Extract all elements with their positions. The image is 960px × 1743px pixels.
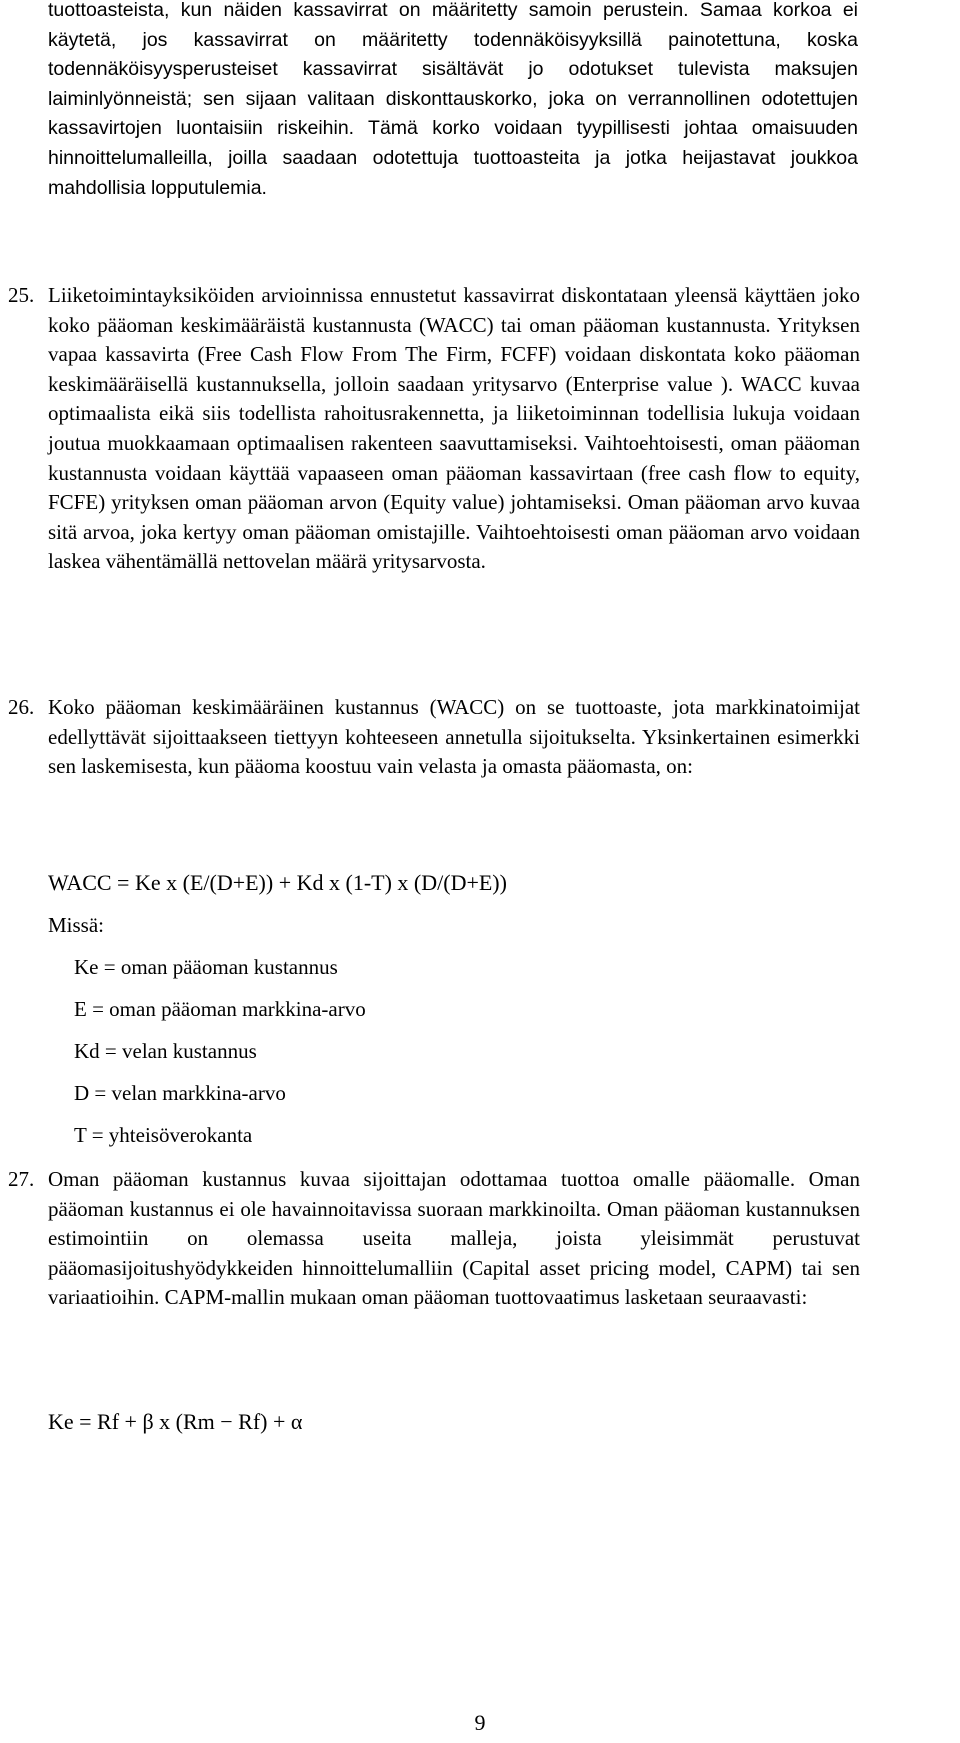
definition-e: E = oman pääoman markkina-arvo xyxy=(74,997,366,1021)
section-number: 26. xyxy=(8,695,35,719)
section-number: 25. xyxy=(8,283,35,307)
section-number: 27. xyxy=(8,1167,35,1191)
definition-d: D = velan markkina-arvo xyxy=(74,1081,286,1105)
section-text: Koko pääoman keskimääräinen kustannus (WACC) on se tuottoaste, jota markkinatoimijat edellyttävät sijoittaakseen tiettyyn kohteeseen annetulla sijoitukselta. Yksinkertainen esimerkki sen laskemisesta, kun pääoma koostuu vain velasta ja omasta pääomasta, on: xyxy=(48,695,860,779)
page-number: 9 xyxy=(474,1710,486,1735)
intro-paragraph: tuottoasteista, kun näiden kassavirrat on määritetty samoin perustein. Samaa korkoa ei käytetä, jos kassavirrat on määritetty todennäköisyyksillä painotettuna, koska todennäköisyysperusteiset kassavirrat sisältävät jo odotukset tulevista maksujen laiminlyönneistä; sen sijaan valitaan diskonttauskorko, joka on verrannollinen odotettujen kassavirtojen luontaisiin riskeihin. Tämä korko voidaan tyypillisesti johtaa omaisuuden hinnoittelumalleilla, joilla saadaan odotettuja tuottoasteita ja jotka heijastavat joukkoa mahdollisia lopputulemia. xyxy=(48,0,858,199)
capm-formula: Ke = Rf + β x (Rm − Rf) + α xyxy=(48,1409,303,1434)
definition-ke: Ke = oman pääoman kustannus xyxy=(74,955,338,979)
definition-kd: Kd = velan kustannus xyxy=(74,1039,257,1063)
where-label: Missä: xyxy=(48,913,105,937)
section-text: Liiketoimintayksiköiden arvioinnissa ennustetut kassavirrat diskontataan yleensä käyttäen joko koko pääoman keskimääräistä kustannusta (WACC) tai oman pääoman kustannusta. Yrityksen vapaa kassavirta (Free Cash Flow From The Firm, FCFF) voidaan diskontata koko pääoman keskimääräisellä kustannuksella, jolloin saadaan yritysarvo (Enterprise value ). WACC kuvaa optimaalista eikä siis todellista rahoitusrakennetta, ja liiketoiminnan todellisia lukuja voidaan joutua muokkaamaan optimaalisen rakenteen saavuttamiseksi. Vaihtoehtoisesti, oman pääoman kustannusta voidaan käyttää vapaaseen oman pääoman kassavirtaan (free cash flow to equity, FCFE) yrityksen oman pääoman arvon (Equity value) johtamiseksi. Oman pääoman arvo kuvaa sitä arvoa, joka kertyy oman pääoman omistajille. Vaihtoehtoisesti oman pääoman arvo voidaan laskea vähentämällä nettovelan määrä yritysarvosta. xyxy=(48,283,860,574)
definition-t: T = yhteisöverokanta xyxy=(74,1123,253,1147)
wacc-formula: WACC = Ke x (E/(D+E)) + Kd x (1-T) x (D/(D+E)) xyxy=(48,870,507,895)
section-text: Oman pääoman kustannus kuvaa sijoittajan odottamaa tuottoa omalle pääomalle. Oman pääoman kustannus ei ole havainnoitavissa suoraan markkinoilta. Oman pääoman kustannuksen estimointiin on olemassa useita malleja, joista yleisimmät perustuvat pääomasijoitushyödykkeiden hinnoittelumalliin (Capital asset pricing model, CAPM) tai sen variaatioihin. CAPM-mallin mukaan oman pääoman tuottovaatimus lasketaan seuraavasti: xyxy=(48,1167,860,1310)
